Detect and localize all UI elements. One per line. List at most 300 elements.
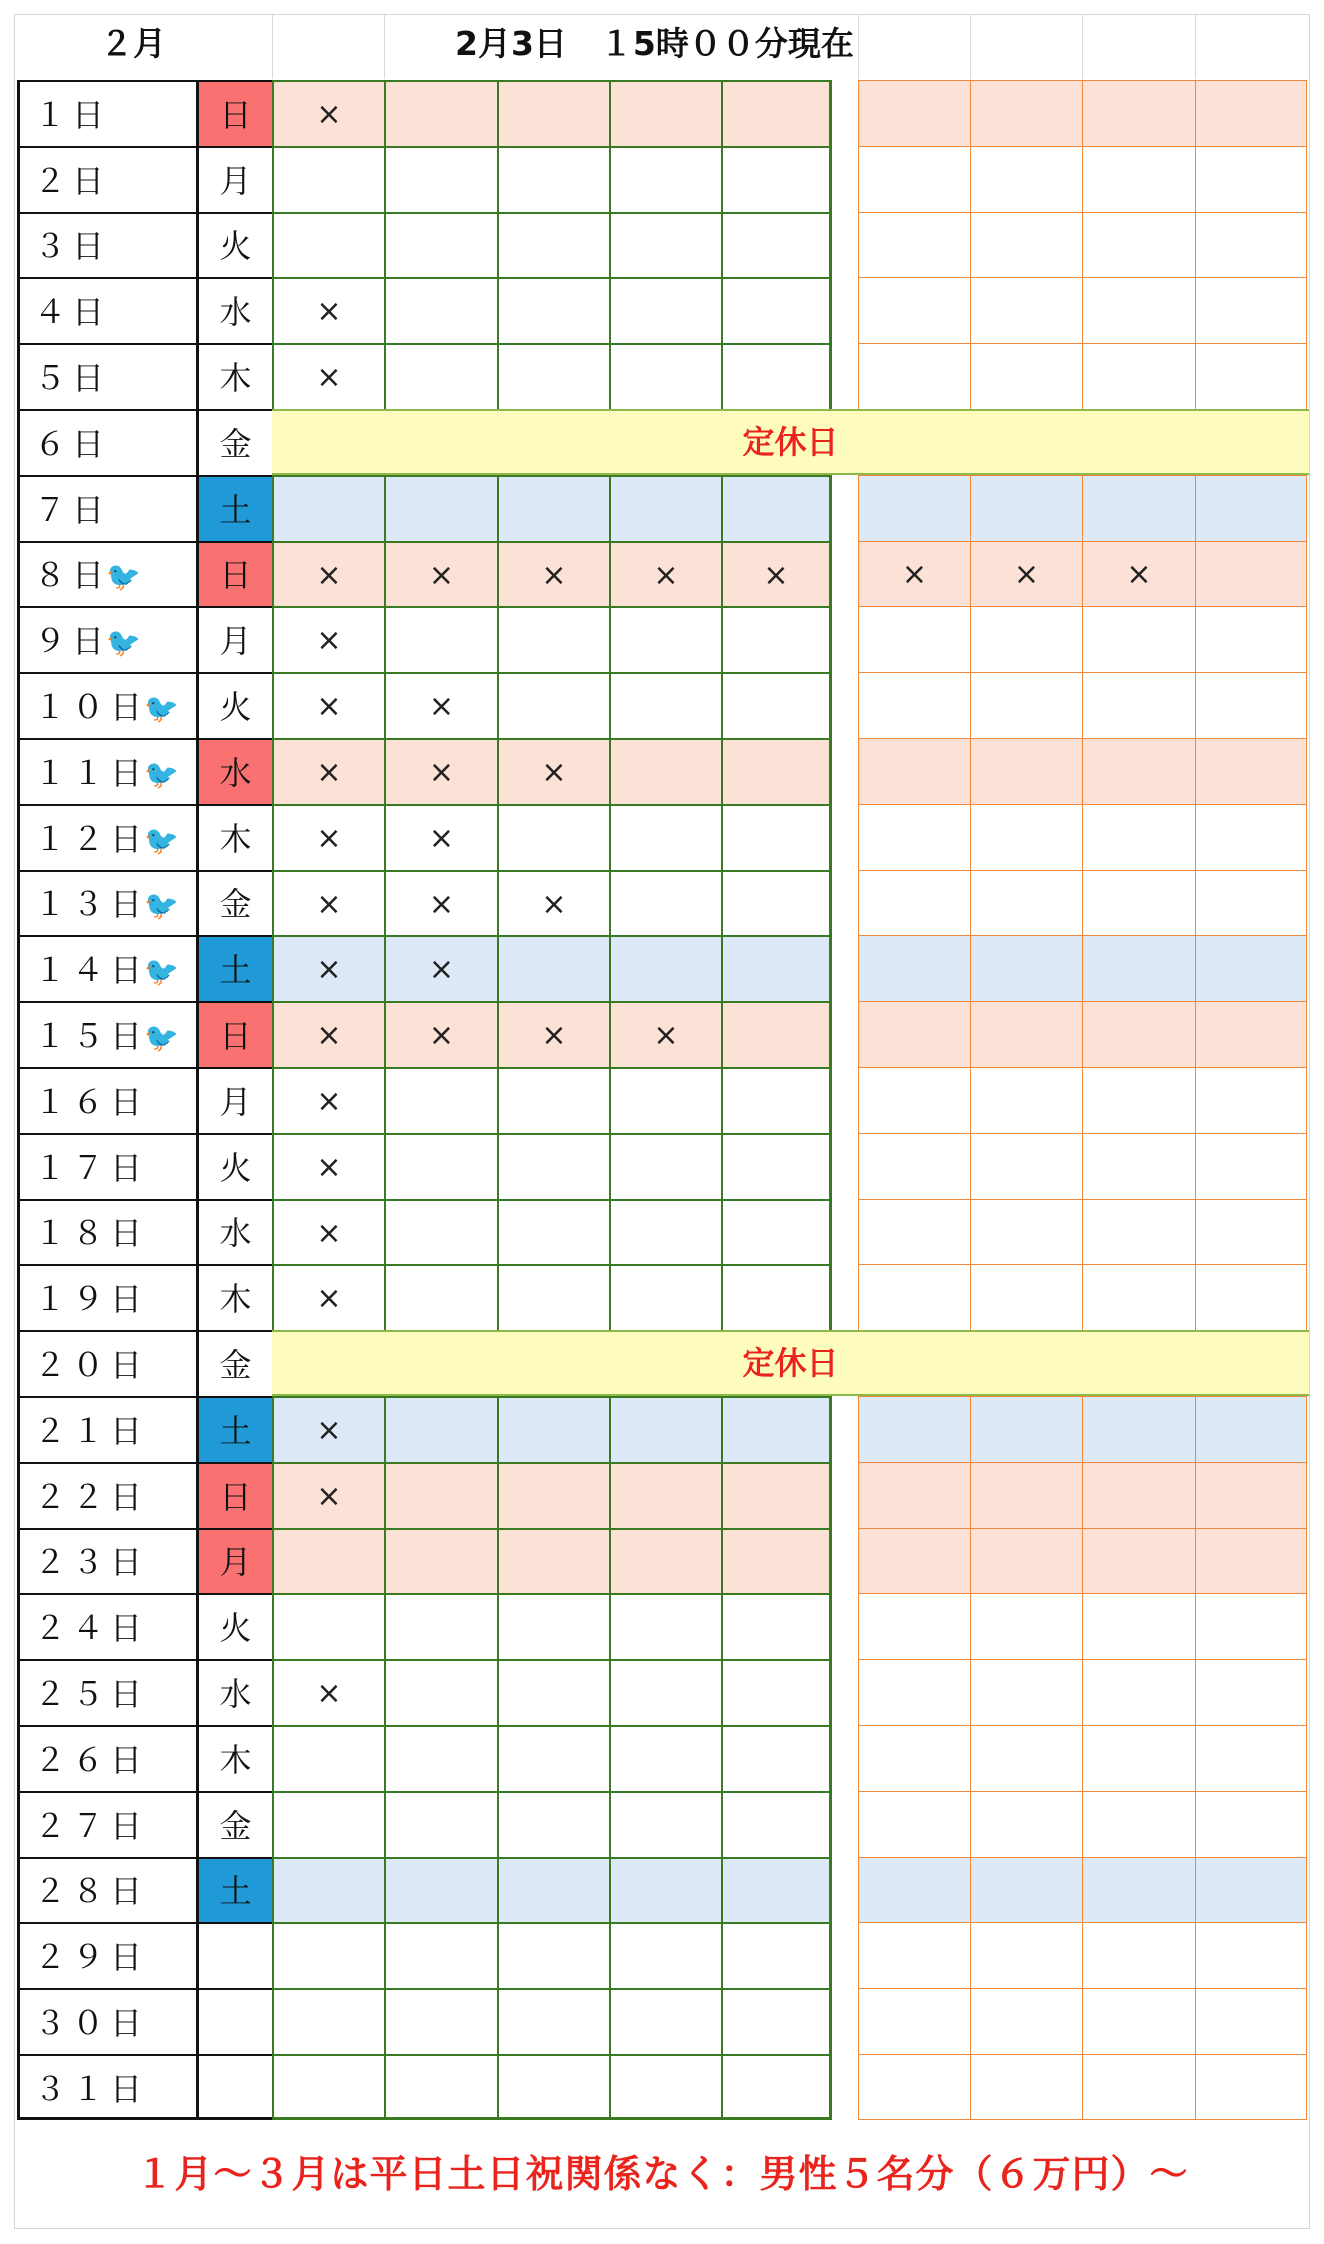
- slot-cell[interactable]: [721, 277, 832, 343]
- slot-cell[interactable]: [497, 1462, 609, 1528]
- slot-cell[interactable]: [1082, 1922, 1195, 1988]
- slot-cell[interactable]: [1082, 1462, 1195, 1528]
- slot-cell[interactable]: ×: [1082, 541, 1195, 606]
- slot-cell[interactable]: [609, 606, 721, 672]
- slot-cell[interactable]: [1082, 1791, 1195, 1857]
- slot-cell[interactable]: ×: [272, 80, 384, 146]
- slot-cell[interactable]: [858, 606, 970, 672]
- slot-cell[interactable]: ×: [272, 1067, 384, 1133]
- slot-cell[interactable]: [609, 1264, 721, 1330]
- slot-cell[interactable]: ×: [384, 870, 497, 935]
- slot-cell[interactable]: [721, 1528, 832, 1593]
- bird-icon: 🐦: [144, 758, 179, 791]
- slot-cell[interactable]: [970, 1462, 1082, 1528]
- slot-cell[interactable]: [272, 212, 384, 277]
- slot-cell[interactable]: [1082, 1264, 1195, 1330]
- slot-cell[interactable]: [970, 1725, 1082, 1791]
- weekday-label: 土: [196, 475, 272, 541]
- slot-cell[interactable]: [272, 1593, 384, 1659]
- slot-cell[interactable]: ×: [609, 541, 721, 606]
- slot-cell[interactable]: [272, 1988, 384, 2054]
- slot-cell[interactable]: [272, 1528, 384, 1593]
- slot-cell[interactable]: [497, 672, 609, 738]
- slot-cell[interactable]: [1082, 1593, 1195, 1659]
- slot-cell[interactable]: [721, 146, 832, 212]
- slot-cell[interactable]: ×: [272, 541, 384, 606]
- bird-icon: 🐦: [144, 692, 179, 725]
- slot-cell[interactable]: [497, 606, 609, 672]
- slot-cell[interactable]: [384, 212, 497, 277]
- day-label: [17, 277, 196, 343]
- slot-cell[interactable]: ×: [272, 277, 384, 343]
- slot-cell[interactable]: [970, 1067, 1082, 1133]
- day-text: １６日: [34, 1083, 149, 1121]
- slot-cell[interactable]: [1195, 1857, 1307, 1922]
- slot-cell[interactable]: [858, 1133, 970, 1199]
- slot-cell[interactable]: [970, 1396, 1082, 1462]
- day-text: ６日: [34, 425, 111, 463]
- slot-cell[interactable]: [721, 672, 832, 738]
- slot-cell[interactable]: [1082, 804, 1195, 870]
- day-text: ９日: [34, 622, 111, 660]
- slot-cell[interactable]: [609, 343, 721, 409]
- slot-cell[interactable]: [858, 1001, 970, 1067]
- slot-cell[interactable]: [1082, 80, 1195, 146]
- day-text: ２８日: [34, 1872, 149, 1910]
- slot-cell[interactable]: ×: [384, 935, 497, 1001]
- slot-cell[interactable]: [609, 870, 721, 935]
- slot-cell[interactable]: [721, 804, 832, 870]
- slot-cell[interactable]: [384, 1725, 497, 1791]
- slot-cell[interactable]: [970, 1791, 1082, 1857]
- slot-cell[interactable]: [609, 804, 721, 870]
- slot-cell[interactable]: [1082, 738, 1195, 804]
- slot-cell[interactable]: [1082, 1396, 1195, 1462]
- slot-cell[interactable]: [384, 1922, 497, 1988]
- slot-cell[interactable]: [858, 1988, 970, 2054]
- slot-cell[interactable]: [970, 672, 1082, 738]
- slot-cell[interactable]: [272, 475, 384, 541]
- slot-cell[interactable]: [384, 1857, 497, 1922]
- weekday-label: 火: [196, 1133, 272, 1199]
- slot-cell[interactable]: [384, 146, 497, 212]
- slot-cell[interactable]: [1082, 1528, 1195, 1593]
- slot-cell[interactable]: [609, 672, 721, 738]
- slot-cell[interactable]: [384, 1462, 497, 1528]
- slot-cell[interactable]: [1195, 1791, 1307, 1857]
- slot-cell[interactable]: [1195, 870, 1307, 935]
- day-label: [17, 804, 196, 870]
- weekday-label: 水: [196, 1199, 272, 1264]
- day-text: ２５日: [34, 1675, 149, 1713]
- slot-cell[interactable]: [970, 738, 1082, 804]
- slot-cell[interactable]: [721, 738, 832, 804]
- slot-cell[interactable]: [970, 1659, 1082, 1725]
- slot-cell[interactable]: [384, 277, 497, 343]
- slot-cell[interactable]: ×: [384, 1001, 497, 1067]
- weekday-label: 日: [196, 1001, 272, 1067]
- slot-cell[interactable]: [858, 2054, 970, 2120]
- slot-cell[interactable]: [1195, 146, 1307, 212]
- slot-cell[interactable]: [1195, 606, 1307, 672]
- slot-cell[interactable]: [970, 1922, 1082, 1988]
- slot-cell[interactable]: [721, 1264, 832, 1330]
- slot-cell[interactable]: [1082, 935, 1195, 1001]
- slot-cell[interactable]: [609, 1462, 721, 1528]
- slot-cell[interactable]: [497, 1922, 609, 1988]
- slot-cell[interactable]: ×: [497, 870, 609, 935]
- day-text: ２１日: [34, 1412, 149, 1450]
- slot-cell[interactable]: [858, 672, 970, 738]
- slot-cell[interactable]: [721, 1133, 832, 1199]
- slot-cell[interactable]: [384, 1067, 497, 1133]
- slot-cell[interactable]: [1082, 1133, 1195, 1199]
- day-label: [17, 1791, 196, 1857]
- slot-cell[interactable]: ×: [721, 541, 832, 606]
- slot-cell[interactable]: [721, 1199, 832, 1264]
- slot-cell[interactable]: [1082, 870, 1195, 935]
- slot-cell[interactable]: [497, 1396, 609, 1462]
- slot-cell[interactable]: ×: [609, 1001, 721, 1067]
- slot-cell[interactable]: [858, 1659, 970, 1725]
- weekday-label: 金: [196, 1791, 272, 1857]
- slot-cell[interactable]: [497, 343, 609, 409]
- slot-cell[interactable]: [970, 1857, 1082, 1922]
- slot-cell[interactable]: ×: [497, 738, 609, 804]
- weekday-label: 土: [196, 1857, 272, 1922]
- slot-cell[interactable]: [384, 1264, 497, 1330]
- slot-cell[interactable]: [1082, 1857, 1195, 1922]
- slot-cell[interactable]: [970, 935, 1082, 1001]
- slot-cell[interactable]: [858, 1725, 970, 1791]
- slot-cell[interactable]: [609, 1067, 721, 1133]
- slot-cell[interactable]: [384, 1659, 497, 1725]
- slot-cell[interactable]: [721, 1067, 832, 1133]
- slot-cell[interactable]: [721, 1593, 832, 1659]
- slot-cell[interactable]: [609, 1791, 721, 1857]
- day-text: ４日: [34, 293, 111, 331]
- slot-cell[interactable]: [1082, 277, 1195, 343]
- slot-cell[interactable]: [970, 343, 1082, 409]
- slot-cell[interactable]: [970, 1593, 1082, 1659]
- slot-cell[interactable]: [1195, 80, 1307, 146]
- weekday-label: 木: [196, 1264, 272, 1330]
- slot-cell[interactable]: [497, 1593, 609, 1659]
- slot-cell[interactable]: [1195, 1199, 1307, 1264]
- weekday-label: 金: [196, 870, 272, 935]
- slot-cell[interactable]: [721, 80, 832, 146]
- slot-cell[interactable]: ×: [272, 672, 384, 738]
- slot-cell[interactable]: ×: [497, 541, 609, 606]
- slot-cell[interactable]: [1195, 672, 1307, 738]
- slot-cell[interactable]: [1195, 2054, 1307, 2120]
- slot-cell[interactable]: [858, 1593, 970, 1659]
- slot-cell[interactable]: [1082, 1659, 1195, 1725]
- slot-cell[interactable]: [858, 212, 970, 277]
- slot-cell[interactable]: [497, 212, 609, 277]
- slot-cell[interactable]: ×: [384, 738, 497, 804]
- slot-cell[interactable]: [1082, 212, 1195, 277]
- slot-cell[interactable]: [970, 1264, 1082, 1330]
- slot-cell[interactable]: [497, 804, 609, 870]
- slot-cell[interactable]: [970, 1199, 1082, 1264]
- slot-cell[interactable]: [609, 1857, 721, 1922]
- slot-cell[interactable]: [609, 1725, 721, 1791]
- slot-cell[interactable]: [858, 804, 970, 870]
- slot-cell[interactable]: ×: [384, 804, 497, 870]
- slot-cell[interactable]: [497, 1067, 609, 1133]
- slot-cell[interactable]: [1082, 672, 1195, 738]
- slot-cell[interactable]: [609, 935, 721, 1001]
- slot-cell[interactable]: [970, 146, 1082, 212]
- day-label: [17, 80, 196, 146]
- slot-cell[interactable]: [609, 1133, 721, 1199]
- slot-cell[interactable]: ×: [272, 606, 384, 672]
- slot-cell[interactable]: [721, 1725, 832, 1791]
- slot-cell[interactable]: [858, 1528, 970, 1593]
- slot-cell[interactable]: [497, 277, 609, 343]
- slot-cell[interactable]: [609, 1199, 721, 1264]
- slot-cell[interactable]: [609, 212, 721, 277]
- slot-cell[interactable]: [970, 2054, 1082, 2120]
- slot-cell[interactable]: ×: [858, 541, 970, 606]
- slot-cell[interactable]: [858, 1922, 970, 1988]
- slot-cell[interactable]: [1195, 1462, 1307, 1528]
- slot-cell[interactable]: ×: [272, 1133, 384, 1199]
- slot-cell[interactable]: [721, 1857, 832, 1922]
- slot-cell[interactable]: ×: [272, 1659, 384, 1725]
- slot-cell[interactable]: ×: [384, 672, 497, 738]
- slot-cell[interactable]: [1082, 1199, 1195, 1264]
- slot-cell[interactable]: [1082, 1988, 1195, 2054]
- slot-cell[interactable]: [384, 1528, 497, 1593]
- slot-cell[interactable]: [1195, 1396, 1307, 1462]
- slot-cell[interactable]: [721, 870, 832, 935]
- slot-cell[interactable]: [1195, 1528, 1307, 1593]
- slot-cell[interactable]: ×: [497, 1001, 609, 1067]
- slot-cell[interactable]: [970, 804, 1082, 870]
- slot-cell[interactable]: ×: [970, 541, 1082, 606]
- header-gridline: [858, 14, 859, 79]
- slot-cell[interactable]: [609, 1528, 721, 1593]
- day-label: [17, 1396, 196, 1462]
- slot-cell[interactable]: [609, 1396, 721, 1462]
- slot-cell[interactable]: [609, 146, 721, 212]
- slot-cell[interactable]: [1195, 1001, 1307, 1067]
- day-text: ２２日: [34, 1478, 149, 1516]
- slot-cell[interactable]: [609, 1988, 721, 2054]
- slot-cell[interactable]: [384, 1396, 497, 1462]
- slot-cell[interactable]: [384, 343, 497, 409]
- slot-cell[interactable]: ×: [272, 1462, 384, 1528]
- slot-cell[interactable]: [858, 1067, 970, 1133]
- slot-cell[interactable]: [1082, 606, 1195, 672]
- slot-cell[interactable]: [1195, 804, 1307, 870]
- slot-cell[interactable]: [497, 1725, 609, 1791]
- slot-cell[interactable]: [721, 343, 832, 409]
- slot-cell[interactable]: ×: [272, 1396, 384, 1462]
- slot-cell[interactable]: [384, 475, 497, 541]
- slot-cell[interactable]: [858, 738, 970, 804]
- day-text: １０日: [34, 688, 149, 726]
- slot-cell[interactable]: [970, 212, 1082, 277]
- slot-cell[interactable]: [1195, 1725, 1307, 1791]
- slot-cell[interactable]: [609, 2054, 721, 2120]
- slot-cell[interactable]: [858, 935, 970, 1001]
- slot-cell[interactable]: [1082, 343, 1195, 409]
- weekday-label: 火: [196, 212, 272, 277]
- slot-cell[interactable]: [609, 738, 721, 804]
- slot-cell[interactable]: [1082, 2054, 1195, 2120]
- slot-cell[interactable]: [970, 1133, 1082, 1199]
- slot-cell[interactable]: [272, 1922, 384, 1988]
- slot-cell[interactable]: [721, 1659, 832, 1725]
- slot-cell[interactable]: [1082, 146, 1195, 212]
- slot-cell[interactable]: ×: [272, 1264, 384, 1330]
- slot-cell[interactable]: [1195, 343, 1307, 409]
- slot-cell[interactable]: [858, 277, 970, 343]
- slot-cell[interactable]: [272, 2054, 384, 2120]
- slot-cell[interactable]: [970, 606, 1082, 672]
- slot-cell[interactable]: [497, 2054, 609, 2120]
- weekday-label: 木: [196, 1725, 272, 1791]
- slot-cell[interactable]: [609, 1659, 721, 1725]
- day-text: ２日: [34, 162, 111, 200]
- slot-cell[interactable]: [721, 475, 832, 541]
- slot-cell[interactable]: [1195, 1659, 1307, 1725]
- slot-cell[interactable]: [609, 277, 721, 343]
- slot-cell[interactable]: [497, 1791, 609, 1857]
- slot-cell[interactable]: [721, 1001, 832, 1067]
- day-label: [17, 1528, 196, 1593]
- slot-cell[interactable]: [858, 1462, 970, 1528]
- slot-cell[interactable]: [858, 146, 970, 212]
- slot-cell[interactable]: [497, 1264, 609, 1330]
- slot-cell[interactable]: [721, 606, 832, 672]
- slot-cell[interactable]: [609, 80, 721, 146]
- slot-cell[interactable]: [497, 1199, 609, 1264]
- day-text: ５日: [34, 359, 111, 397]
- slot-cell[interactable]: ×: [384, 541, 497, 606]
- slot-cell[interactable]: ×: [272, 804, 384, 870]
- slot-cell[interactable]: [497, 146, 609, 212]
- weekday-label: 日: [196, 1462, 272, 1528]
- slot-cell[interactable]: [721, 935, 832, 1001]
- slot-cell[interactable]: [970, 277, 1082, 343]
- slot-cell[interactable]: [970, 1988, 1082, 2054]
- slot-cell[interactable]: [721, 1462, 832, 1528]
- slot-cell[interactable]: [1082, 1001, 1195, 1067]
- slot-cell[interactable]: [858, 1199, 970, 1264]
- slot-cell[interactable]: [609, 1922, 721, 1988]
- slot-cell[interactable]: [497, 80, 609, 146]
- slot-cell[interactable]: [858, 343, 970, 409]
- slot-cell[interactable]: [858, 475, 970, 541]
- slot-cell[interactable]: [272, 1791, 384, 1857]
- slot-cell[interactable]: [1195, 1067, 1307, 1133]
- slot-cell[interactable]: [1195, 475, 1307, 541]
- slot-cell[interactable]: [721, 1922, 832, 1988]
- day-label: [17, 1067, 196, 1133]
- slot-cell[interactable]: ×: [272, 1001, 384, 1067]
- slot-cell[interactable]: [721, 212, 832, 277]
- slot-cell[interactable]: [497, 1857, 609, 1922]
- slot-cell[interactable]: [272, 1725, 384, 1791]
- slot-cell[interactable]: [1195, 1988, 1307, 2054]
- slot-cell[interactable]: [272, 146, 384, 212]
- slot-cell[interactable]: [1195, 1922, 1307, 1988]
- slot-cell[interactable]: [970, 1528, 1082, 1593]
- slot-cell[interactable]: [1195, 212, 1307, 277]
- slot-cell[interactable]: [858, 1264, 970, 1330]
- day-text: ２６日: [34, 1741, 149, 1779]
- day-label: [17, 1593, 196, 1659]
- day-label: [17, 146, 196, 212]
- day-text: １９日: [34, 1280, 149, 1318]
- slot-cell[interactable]: [1195, 935, 1307, 1001]
- slot-cell[interactable]: [272, 1857, 384, 1922]
- slot-cell[interactable]: [721, 1791, 832, 1857]
- slot-cell[interactable]: [1195, 541, 1307, 606]
- day-label: [17, 738, 196, 804]
- slot-cell[interactable]: [1195, 1133, 1307, 1199]
- slot-cell[interactable]: [384, 1791, 497, 1857]
- slot-cell[interactable]: ×: [272, 343, 384, 409]
- slot-cell[interactable]: [1195, 1593, 1307, 1659]
- slot-cell[interactable]: [384, 1199, 497, 1264]
- slot-cell[interactable]: [970, 870, 1082, 935]
- slot-cell[interactable]: [384, 1988, 497, 2054]
- slot-cell[interactable]: [721, 2054, 832, 2120]
- slot-cell[interactable]: [970, 475, 1082, 541]
- slot-cell[interactable]: [858, 1396, 970, 1462]
- slot-cell[interactable]: ×: [272, 870, 384, 935]
- slot-cell[interactable]: [1082, 1725, 1195, 1791]
- slot-cell[interactable]: [384, 1593, 497, 1659]
- slot-cell[interactable]: [1195, 1264, 1307, 1330]
- slot-cell[interactable]: [497, 1133, 609, 1199]
- slot-cell[interactable]: [497, 935, 609, 1001]
- slot-cell[interactable]: [858, 80, 970, 146]
- slot-cell[interactable]: [858, 1857, 970, 1922]
- slot-cell[interactable]: [497, 1988, 609, 2054]
- slot-cell[interactable]: [609, 475, 721, 541]
- slot-cell[interactable]: ×: [272, 1199, 384, 1264]
- slot-cell[interactable]: [1195, 277, 1307, 343]
- slot-cell[interactable]: ×: [272, 738, 384, 804]
- slot-cell[interactable]: [970, 1001, 1082, 1067]
- slot-cell[interactable]: [384, 1133, 497, 1199]
- slot-cell[interactable]: [1195, 738, 1307, 804]
- slot-cell[interactable]: [1082, 1067, 1195, 1133]
- slot-cell[interactable]: [384, 606, 497, 672]
- slot-cell[interactable]: [1082, 475, 1195, 541]
- day-label: [17, 1922, 196, 1988]
- slot-cell[interactable]: [721, 1396, 832, 1462]
- slot-cell[interactable]: [384, 2054, 497, 2120]
- slot-cell[interactable]: [384, 80, 497, 146]
- slot-cell[interactable]: [858, 870, 970, 935]
- weekday-label: 金: [196, 1330, 272, 1396]
- slot-cell[interactable]: [721, 1988, 832, 2054]
- slot-cell[interactable]: ×: [272, 935, 384, 1001]
- slot-cell[interactable]: [497, 475, 609, 541]
- slot-cell[interactable]: [858, 1791, 970, 1857]
- slot-cell[interactable]: [497, 1659, 609, 1725]
- slot-cell[interactable]: [497, 1528, 609, 1593]
- slot-cell[interactable]: [970, 80, 1082, 146]
- slot-cell[interactable]: [609, 1593, 721, 1659]
